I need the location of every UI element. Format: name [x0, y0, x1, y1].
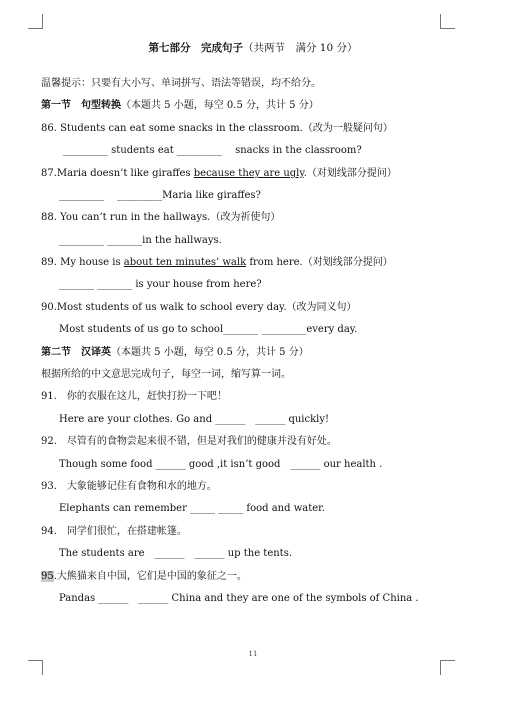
q87-question	[41, 167, 397, 180]
section2-heading	[41, 346, 309, 359]
q87-answer: _________ _________Maria like giraffes?	[59, 190, 261, 201]
notice: 温馨提示：只要有大小写、单词拼写、语法等错误，均不给分。	[41, 78, 321, 89]
instruction: 根据所给的中文意思完成句子，每空一词，缩写算一词。	[41, 369, 291, 380]
q87-underlined: because they are ugly	[193, 168, 304, 179]
section1-name: 第一节 句型转换	[41, 100, 121, 111]
title-main: 第七部分 完成句子	[148, 42, 243, 54]
q89-post: from here.（对划线部分提问）	[246, 257, 393, 268]
crop-mark-top-right	[440, 14, 455, 29]
q86-question: 86. Students can eat some snacks in the classroom.（改为一般疑问句）	[41, 123, 393, 134]
q95-question	[41, 570, 247, 583]
q91-question: 91. 你的衣服在这儿，赶快打扮一下吧！	[41, 391, 227, 402]
q95-answer: Pandas ______ ______ China and they are one of the symbols of China .	[59, 593, 419, 604]
q91-answer: Here are your clothes. Go and ______ ______ quickly!	[59, 414, 330, 425]
section2-name: 第二节 汉译英	[41, 347, 111, 358]
q93-question: 93. 大象能够记住有食物和水的地方。	[41, 481, 217, 492]
q89-question	[41, 256, 393, 269]
q88-answer: _________ _______in the hallways.	[59, 235, 222, 246]
q93-answer: Elephants can remember _____ _____ food and water.	[59, 503, 326, 514]
q95-number: 95	[41, 571, 54, 582]
q89-answer: _______ _______ is your house from here?	[59, 279, 262, 290]
q89-pre: 89. My house is	[41, 257, 124, 268]
q87-pre: 87.Maria doesn’t like giraffes	[41, 168, 194, 179]
section1-heading	[41, 99, 319, 112]
title-sub: （共两节 满分 10 分）	[242, 42, 358, 54]
q88-question: 88. You can’t run in the hallways.（改为祈使句）	[41, 212, 281, 223]
q87-post: .（对划线部分提问）	[303, 168, 397, 179]
q90-answer: Most students of us go to school_______ _________every day.	[59, 324, 358, 335]
crop-mark-bottom-right	[440, 660, 455, 675]
q92-question: 92. 尽管有的食物尝起来很不错，但是对我们的健康并没有好处。	[41, 436, 337, 447]
page-title	[0, 40, 506, 55]
q90-question: 90.Most students of us walk to school every day.（改为同义句）	[41, 302, 357, 313]
page-number: 11	[248, 650, 258, 658]
q94-answer: The students are ______ ______ up the tents.	[59, 548, 293, 559]
q95-text: .大熊猫来自中国，它们是中国的象征之一。	[53, 571, 247, 582]
section2-desc: （本题共 5 小题，每空 0.5 分，共计 5 分）	[111, 347, 309, 358]
section1-desc: （本题共 5 小题，每空 0.5 分，共计 5 分）	[121, 100, 319, 111]
q86-answer: _________ students eat _________ snacks in the classroom?	[63, 145, 362, 156]
q92-answer: Though some food ______ good ,it isn’t good ______ our health .	[59, 459, 383, 470]
crop-mark-bottom-left	[28, 660, 43, 675]
crop-mark-top-left	[28, 14, 43, 29]
q89-underlined: about ten minutes’ walk	[123, 257, 247, 268]
q94-question: 94. 同学们很忙，在搭建帐篷。	[41, 526, 187, 537]
